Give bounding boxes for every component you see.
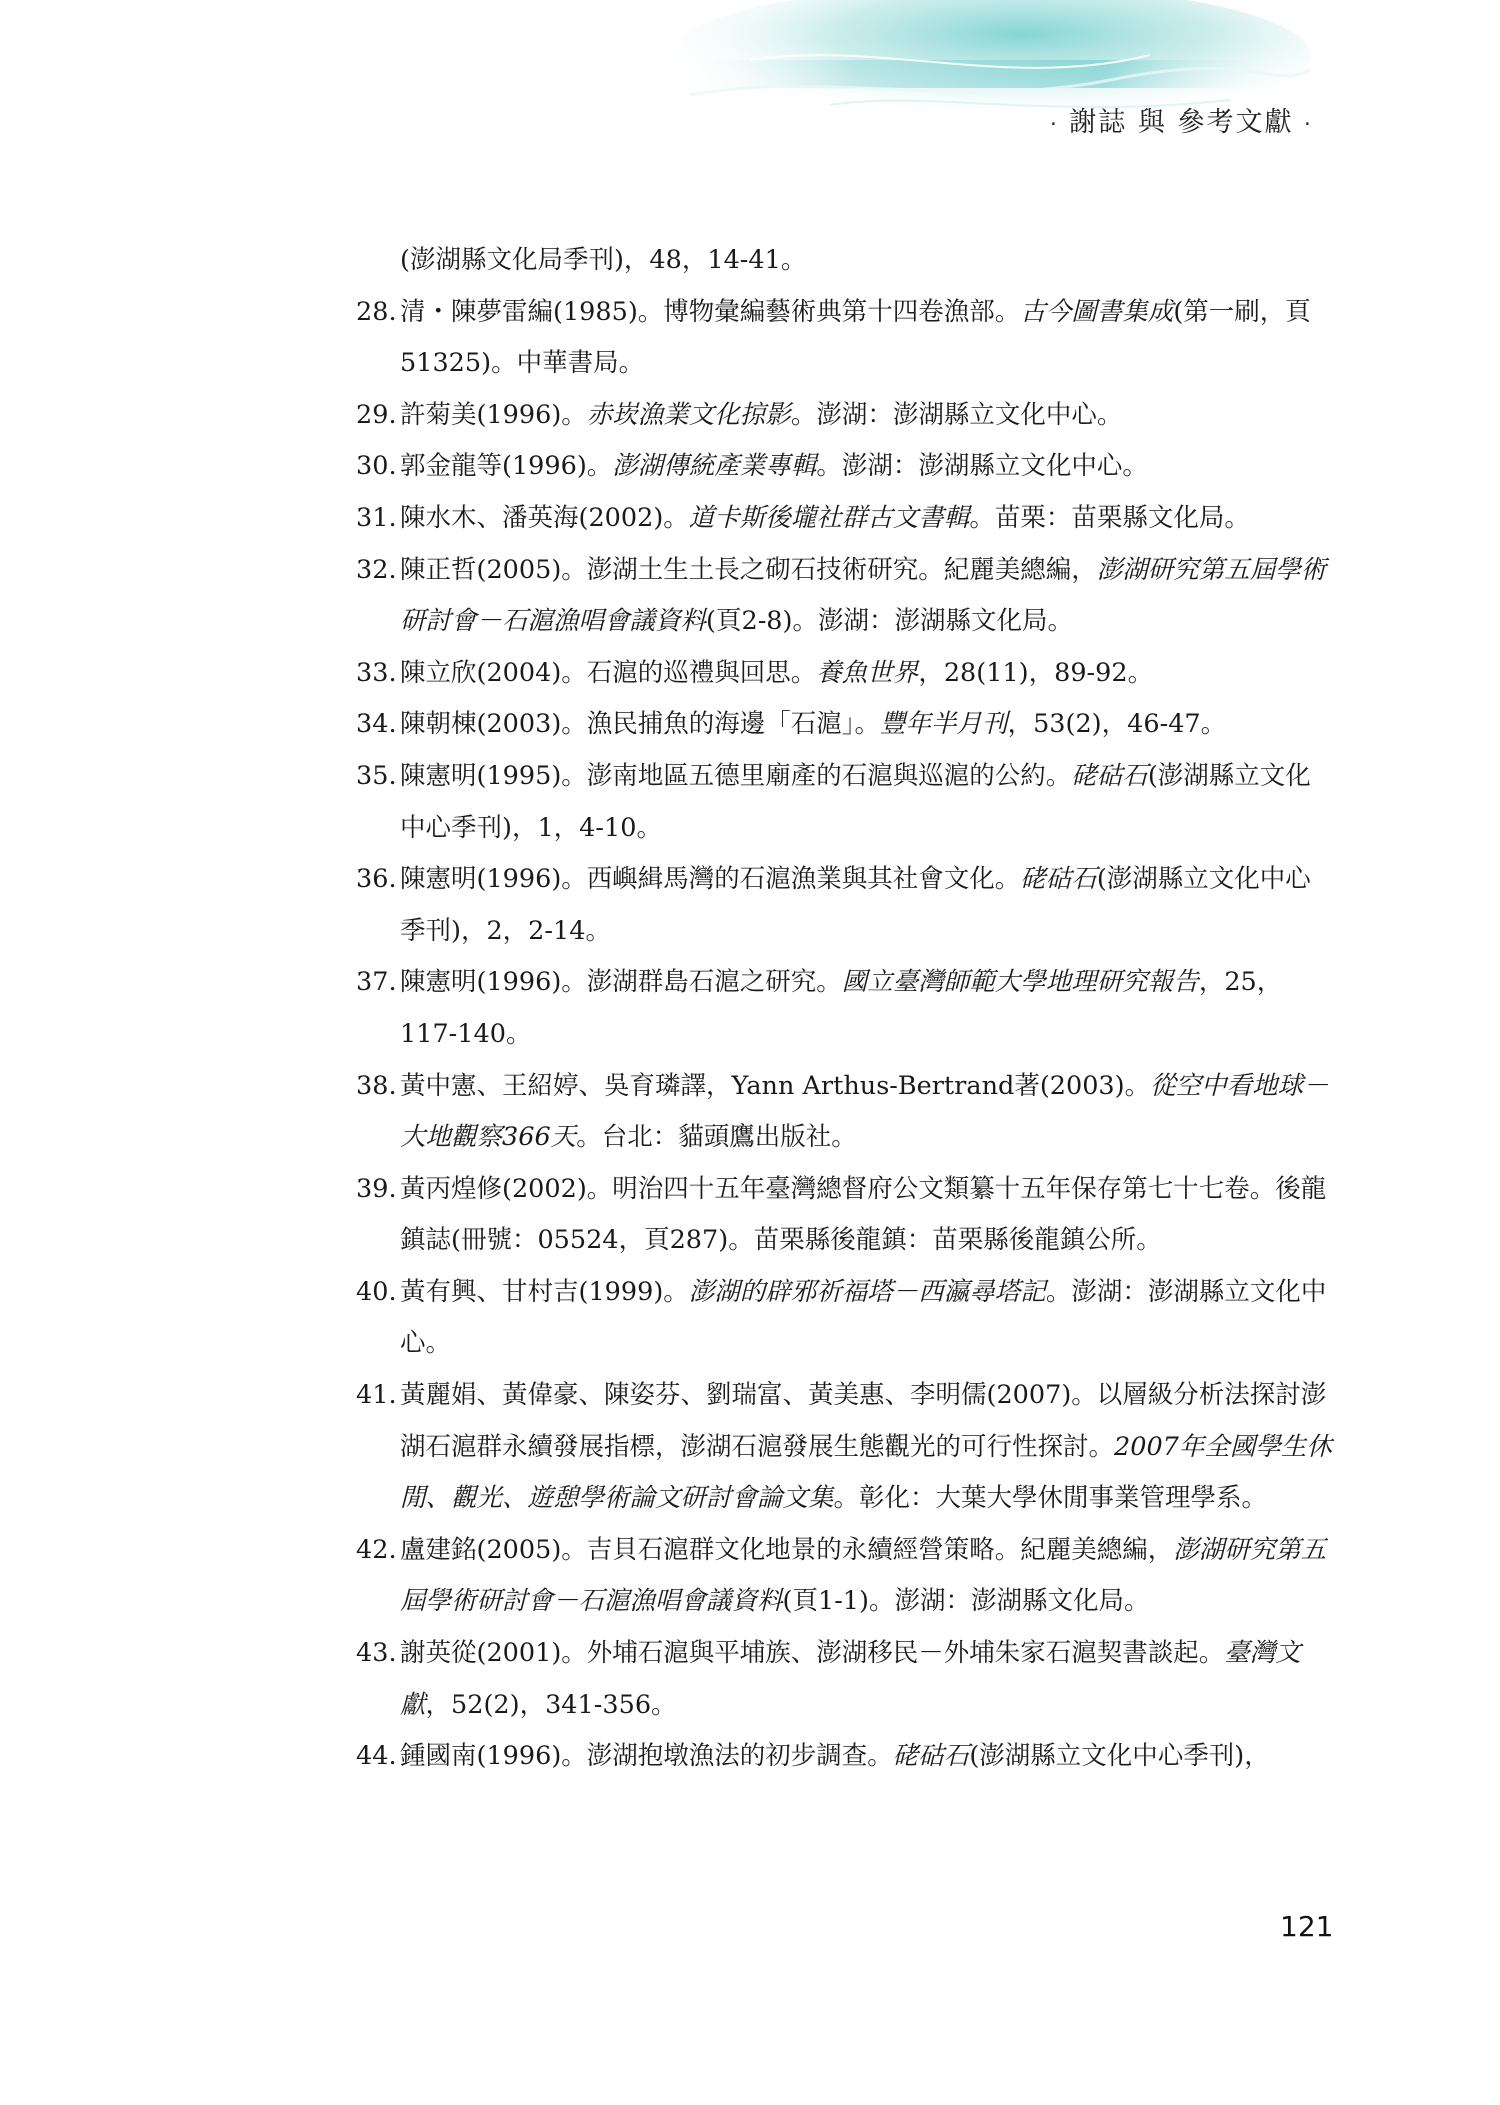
reference-text: 陳憲明(1996)。西嶼緝馬灣的石滬漁業與其社會文化。 (400, 864, 1021, 895)
reference-text: 鍾國南(1996)。澎湖抱墩漁法的初步調查。 (400, 1741, 893, 1772)
reference-title: 澎湖研究第五屆學術研討會－石滬漁唱會議資料 (400, 554, 1327, 637)
reference-number: 38. (356, 1070, 397, 1101)
reference-text: 黃有興、甘村吉(1999)。 (400, 1276, 689, 1307)
reference-text: 。澎湖：澎湖縣立文化中心。 (790, 399, 1123, 430)
reference-text: 陳立欣(2004)。石滬的巡禮與回思。 (400, 657, 817, 688)
reference-text: ，28(11)，89-92。 (918, 657, 1154, 688)
reference-number: 40. (356, 1276, 397, 1307)
reference-item (356, 1525, 1335, 1628)
reference-number: 43. (356, 1638, 397, 1669)
reference-item (356, 957, 1335, 1060)
reference-title: 道卡斯後壠社群古文書輯 (688, 502, 970, 533)
reference-item (356, 493, 1335, 545)
reference-number: 32. (356, 554, 397, 585)
reference-item (356, 699, 1335, 751)
reference-item (356, 545, 1335, 648)
reference-number: 28. (356, 296, 397, 327)
reference-text: 陳朝棟(2003)。漁民捕魚的海邊「石滬」。 (400, 709, 881, 740)
reference-text: (澎湖縣立文化中心季刊)，2，2-14。 (400, 864, 1311, 946)
reference-item (356, 1164, 1335, 1267)
running-header (1050, 100, 1313, 139)
reference-number: 42. (356, 1534, 397, 1565)
reference-item (356, 751, 1335, 854)
reference-number: 33. (356, 657, 397, 688)
reference-text: (澎湖縣立文化中心季刊)，1，4-10。 (400, 760, 1311, 843)
reference-text: 。彰化：大葉大學休閒事業管理學系。 (833, 1483, 1268, 1514)
reference-text: 謝英從(2001)。外埔石滬與平埔族、澎湖移民－外埔朱家石滬契書談起。 (400, 1638, 1225, 1669)
reference-text: 黃丙煌修(2002)。明治四十五年臺灣總督府公文類纂十五年保存第七十七卷。後龍鎮誌(冊號：05524，頁287)。苗栗縣後龍鎮：苗栗縣後龍鎮公所。 (400, 1173, 1327, 1256)
reference-text: 。澎湖：澎湖縣立文化中心。 (816, 451, 1148, 482)
reference-text: (頁2-8)。澎湖：澎湖縣文化局。 (706, 606, 1073, 637)
reference-text: 清・陳夢雷編(1985)。博物彙編藝術典第十四卷漁部。 (400, 296, 1021, 327)
reference-title: 古今圖書集成 (1020, 296, 1174, 327)
reference-number: 37. (356, 967, 397, 998)
reference-title: 2007年全國學生休閒、觀光、遊憩學術論文研討會論文集 (400, 1431, 1332, 1514)
reference-title: 養魚世界 (816, 657, 919, 688)
reference-text: 郭金龍等(1996)。 (400, 451, 613, 482)
reference-item (356, 1267, 1335, 1370)
reference-text: (澎湖縣文化局季刊)，48，14-41。 (400, 245, 807, 275)
reference-title: 臺灣文獻 (400, 1638, 1301, 1720)
header-title-text: 謝誌 與 參考文獻 (1069, 107, 1294, 138)
header-bullet-right: · (1304, 112, 1313, 136)
reference-text: 黃麗娟、黃偉豪、陳姿芬、劉瑞富、黃美惠、李明儒(2007)。以層級分析法探討澎湖石滬群永續發展指標，澎湖石滬發展生態觀光的可行性探討。 (400, 1380, 1327, 1462)
reference-title: 豐年半月刊 (880, 709, 1008, 740)
reference-text: (第一刷，頁51325)。中華書局。 (400, 296, 1311, 379)
reference-item (356, 648, 1335, 700)
reference-text: ，25，117-140。 (400, 967, 1283, 1049)
reference-title: 國立臺灣師範大學地理研究報告 (841, 967, 1199, 998)
reference-number: 31. (356, 502, 397, 533)
reference-text: 盧建銘(2005)。吉貝石滬群文化地景的永續經營策略。紀麗美總編， (400, 1534, 1174, 1565)
reference-title: 硓𥑮石 (1071, 760, 1148, 791)
reference-text: 。澎湖：澎湖縣立文化中心。 (400, 1276, 1327, 1359)
reference-text: 。苗栗：苗栗縣文化局。 (969, 502, 1250, 533)
reference-number: 34. (356, 709, 397, 740)
reference-list (356, 235, 1335, 1783)
reference-text: ，53(2)，46-47。 (1007, 709, 1227, 740)
reference-title: 從空中看地球－大地觀察366天 (400, 1070, 1329, 1153)
reference-number: 39. (356, 1173, 397, 1204)
reference-item (356, 390, 1335, 442)
reference-item (356, 1628, 1335, 1731)
reference-text: (頁1-1)。澎湖：澎湖縣文化局。 (782, 1586, 1150, 1617)
reference-title: 硓𥑮石 (892, 1741, 970, 1772)
reference-text: (澎湖縣立文化中心季刊)， (969, 1741, 1270, 1772)
reference-text: 陳憲明(1996)。澎湖群島石滬之研究。 (400, 967, 842, 998)
reference-item (356, 441, 1335, 493)
reference-number: 29. (356, 399, 397, 430)
reference-text: 黃中憲、王紹婷、吳育璘譯，Yann Arthus-Bertrand著(2003)。 (400, 1070, 1151, 1101)
page-number: 121 (1280, 1910, 1334, 1943)
reference-number: 36. (356, 864, 397, 895)
reference-text: 許菊美(1996)。 (400, 399, 587, 430)
reference-item (356, 287, 1335, 390)
reference-number: 41. (356, 1380, 397, 1411)
reference-title: 硓𥑮石 (1020, 864, 1097, 895)
reference-title: 澎湖的辟邪祈福塔－西瀛尋塔記 (688, 1276, 1046, 1307)
reference-text: 陳正哲(2005)。澎湖土生土長之砌石技術研究。紀麗美總編， (400, 554, 1097, 585)
reference-title: 澎湖傳統產業專輯 (612, 451, 817, 482)
reference-item (356, 1061, 1335, 1164)
reference-number: 35. (356, 760, 397, 791)
reference-item (356, 1370, 1335, 1525)
reference-item (356, 854, 1335, 957)
header-bullet-left: · (1050, 112, 1059, 136)
reference-number: 44. (356, 1741, 397, 1772)
reference-text: 陳水木、潘英海(2002)。 (400, 502, 689, 533)
reference-number: 30. (356, 451, 397, 482)
reference-title: 澎湖研究第五屆學術研討會－石滬漁唱會議資料 (400, 1534, 1327, 1617)
reference-text: 陳憲明(1995)。澎南地區五德里廟產的石滬與巡滬的公約。 (400, 760, 1072, 791)
reference-item (356, 1731, 1335, 1783)
reference-item (360, 235, 1335, 287)
reference-text: 。台北：貓頭鷹出版社。 (576, 1122, 857, 1153)
reference-text: ，52(2)，341-356。 (425, 1689, 677, 1720)
reference-title: 赤崁漁業文化掠影 (586, 399, 791, 430)
